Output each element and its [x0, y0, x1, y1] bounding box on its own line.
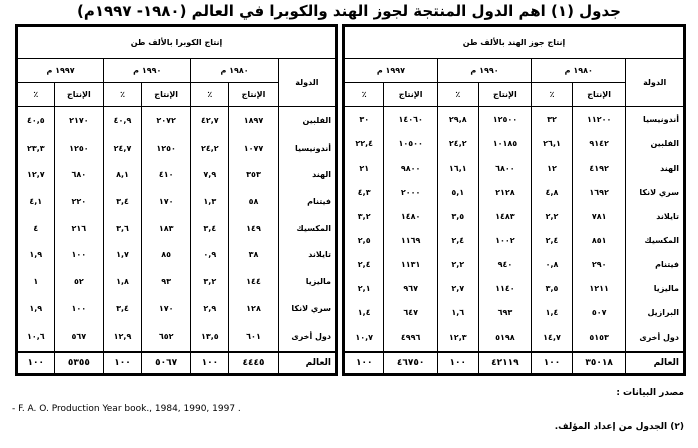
percent-value: ٢١	[345, 156, 384, 180]
percent-value: ٢٢,٤	[345, 132, 384, 156]
percent-header: ٪	[104, 83, 142, 107]
percent-value: ١٢,٣	[437, 325, 478, 352]
production-value: ١٠٠	[54, 295, 104, 322]
total-row	[18, 352, 336, 374]
table-row	[345, 204, 684, 228]
percent-value: ٤,١	[18, 188, 55, 215]
percent-value: ١,٨	[104, 268, 142, 295]
total-production: ٥٣٥٥	[54, 352, 104, 374]
table-row	[18, 188, 336, 215]
production-value: ١٤٨٣	[478, 204, 531, 228]
production-value: ١٠٥٠٠	[384, 132, 437, 156]
production-value: ٦٩٣	[478, 301, 531, 325]
table-row	[18, 161, 336, 188]
production-value: ١٤٤	[229, 268, 279, 295]
production-value: ١٢٥٠	[54, 135, 104, 162]
production-value: ٢١٢٨	[478, 180, 531, 204]
percent-value: ٢,٥	[345, 228, 384, 252]
total-percent: ١٠٠	[191, 352, 229, 374]
production-value: ١٢٥٠	[141, 135, 191, 162]
country-name: الهند	[278, 161, 335, 188]
percent-value: ١,٦	[437, 301, 478, 325]
percent-value: ٢,٢	[532, 204, 573, 228]
production-value: ١٢٨	[229, 295, 279, 322]
table-row	[18, 242, 336, 269]
percent-value: ١٣,٥	[191, 322, 229, 352]
table-row	[18, 135, 336, 162]
production-value: ٥١٥٣	[572, 325, 625, 352]
percent-value: ٢٤,٧	[104, 135, 142, 162]
percent-value: ٣,٤	[191, 215, 229, 242]
country-name: الفلبين	[626, 132, 684, 156]
year-header-1: ١٩٩٠ م	[437, 59, 531, 83]
production-value: ٥١٩٨	[478, 325, 531, 352]
percent-value: ٢,٤	[437, 228, 478, 252]
percent-value: ١٢,٧	[18, 161, 55, 188]
year-header-2: ١٩٩٧ م	[18, 59, 104, 83]
percent-value: ٣,٤	[104, 295, 142, 322]
country-name: دول أخرى	[626, 325, 684, 352]
table-caption: إنتاج جوز الهند بالألف طن	[345, 27, 684, 59]
table-row	[345, 107, 684, 132]
production-value: ١١٤٠	[478, 276, 531, 300]
production-header: الإنتاج	[54, 83, 104, 107]
total-percent: ١٠٠	[345, 352, 384, 374]
percent-value: ٢٩,٨	[437, 107, 478, 132]
production-value: ١٤٨٠	[384, 204, 437, 228]
percent-value: ٢,٤	[532, 228, 573, 252]
year-header-0: ١٩٨٠ م	[191, 59, 278, 83]
total-label: العالم	[278, 352, 335, 374]
footnote: (٢) الجدول من إعداد المؤلف.	[554, 422, 684, 432]
percent-value: ٣,٦	[104, 215, 142, 242]
percent-value: ٢,١	[345, 276, 384, 300]
year-header-2: ١٩٩٧ م	[345, 59, 438, 83]
country-name: تايلاند	[278, 242, 335, 269]
production-value: ٧٨١	[572, 204, 625, 228]
coconut-table	[342, 24, 686, 376]
percent-value: ٢,٤	[345, 252, 384, 276]
production-value: ١٨٣	[141, 215, 191, 242]
country-name: أندونيسيا	[278, 135, 335, 162]
production-value: ٨٥١	[572, 228, 625, 252]
production-header: الإنتاج	[572, 83, 625, 107]
percent-value: ٤	[18, 215, 55, 242]
production-header: الإنتاج	[229, 83, 279, 107]
country-name: تايلاند	[626, 204, 684, 228]
page-title: جدول (١) اهم الدول المنتجة لجوز الهند والكوبرا في العالم (١٩٨٠- ١٩٩٧م)	[77, 2, 621, 20]
table-row	[345, 301, 684, 325]
production-value: ٦٥٢	[141, 322, 191, 352]
source-label: مصدر البيانات :	[616, 388, 684, 398]
production-value: ٤١٩٢	[572, 156, 625, 180]
production-header: الإنتاج	[384, 83, 437, 107]
year-header-1: ١٩٩٠ م	[104, 59, 191, 83]
percent-value: ١,٩	[18, 242, 55, 269]
percent-value: ١٢,٩	[104, 322, 142, 352]
production-value: ٤٩٩٦	[384, 325, 437, 352]
production-value: ٥٢	[54, 268, 104, 295]
production-value: ١١٢٠٠	[572, 107, 625, 132]
country-name: أندونيسيا	[626, 107, 684, 132]
percent-value: ٧,٩	[191, 161, 229, 188]
percent-value: ٠,٩	[191, 242, 229, 269]
country-name: ماليزيا	[626, 276, 684, 300]
production-value: ١٧٠	[141, 295, 191, 322]
table-row	[18, 215, 336, 242]
table-row	[18, 322, 336, 352]
production-value: ١١٣١	[384, 252, 437, 276]
production-value: ٩٤٠	[478, 252, 531, 276]
production-value: ٩٨٠٠	[384, 156, 437, 180]
production-value: ١٠٧٧	[229, 135, 279, 162]
production-value: ١٦٩٢	[572, 180, 625, 204]
table-row	[345, 228, 684, 252]
percent-value: ٣,٥	[532, 276, 573, 300]
production-value: ٩٦٧	[384, 276, 437, 300]
country-name: المكسيك	[278, 215, 335, 242]
production-value: ١٠٠	[54, 242, 104, 269]
percent-value: ٤,٨	[532, 180, 573, 204]
production-value: ٣٥٣	[229, 161, 279, 188]
country-name: الفلبين	[278, 107, 335, 135]
percent-value: ١٠,٧	[345, 325, 384, 352]
production-header: الإنتاج	[141, 83, 191, 107]
production-header: الإنتاج	[478, 83, 531, 107]
production-value: ٦٨٠٠	[478, 156, 531, 180]
total-production: ٤٢١١٩	[478, 352, 531, 374]
percent-value: ٤٢,٧	[191, 107, 229, 135]
percent-value: ٢,٧	[437, 276, 478, 300]
copra-table	[15, 24, 338, 376]
production-value: ١٤٠٦٠	[384, 107, 437, 132]
percent-value: ٢,٢	[437, 252, 478, 276]
production-value: ٢٩٠	[572, 252, 625, 276]
total-percent: ١٠٠	[18, 352, 55, 374]
production-value: ١٧٠	[141, 188, 191, 215]
production-value: ١٠١٨٥	[478, 132, 531, 156]
copra-grid	[17, 26, 336, 374]
table-row	[345, 252, 684, 276]
total-percent: ١٠٠	[437, 352, 478, 374]
percent-value: ٣,٢	[345, 204, 384, 228]
country-header: الدولة	[626, 59, 684, 107]
percent-value: ١,٧	[104, 242, 142, 269]
percent-header: ٪	[532, 83, 573, 107]
percent-value: ٤,٣	[345, 180, 384, 204]
country-name: سري لانكا	[626, 180, 684, 204]
coconut-grid	[344, 26, 684, 374]
country-name: البرازيل	[626, 301, 684, 325]
percent-value: ٤٠,٥	[18, 107, 55, 135]
production-value: ٢١٦	[54, 215, 104, 242]
percent-value: ١	[18, 268, 55, 295]
table-row	[18, 295, 336, 322]
total-percent: ١٠٠	[532, 352, 573, 374]
percent-value: ٥,١	[437, 180, 478, 204]
table-row	[18, 268, 336, 295]
total-production: ٥٠٦٧	[141, 352, 191, 374]
production-value: ٢٠٧٢	[141, 107, 191, 135]
percent-value: ٢٤,٢	[437, 132, 478, 156]
percent-value: ٢,٩	[191, 295, 229, 322]
percent-value: ٣,٤	[104, 188, 142, 215]
total-production: ٤٦٧٥٠	[384, 352, 437, 374]
percent-value: ١٦,١	[437, 156, 478, 180]
percent-value: ٢٦,١	[532, 132, 573, 156]
table-row	[18, 107, 336, 135]
table-row	[345, 156, 684, 180]
percent-value: ١,٣	[191, 188, 229, 215]
production-value: ٢١٧٠	[54, 107, 104, 135]
year-header-0: ١٩٨٠ م	[532, 59, 626, 83]
total-production: ٣٥٠١٨	[572, 352, 625, 374]
table-row	[345, 180, 684, 204]
country-name: الهند	[626, 156, 684, 180]
production-value: ٨٥	[141, 242, 191, 269]
percent-value: ١٤,٧	[532, 325, 573, 352]
production-value: ٥٠٧	[572, 301, 625, 325]
country-name: دول أخرى	[278, 322, 335, 352]
total-label: العالم	[626, 352, 684, 374]
production-value: ٢٠٠٠	[384, 180, 437, 204]
total-percent: ١٠٠	[104, 352, 142, 374]
production-value: ٣٨	[229, 242, 279, 269]
table-caption: إنتاج الكوبرا بالألف طن	[18, 27, 336, 59]
production-value: ٥٨	[229, 188, 279, 215]
production-value: ١٨٩٧	[229, 107, 279, 135]
production-value: ٦٤٧	[384, 301, 437, 325]
production-value: ١٠٠٢	[478, 228, 531, 252]
percent-value: ٣٠	[345, 107, 384, 132]
production-value: ١١٦٩	[384, 228, 437, 252]
percent-value: ١٠,٦	[18, 322, 55, 352]
country-name: فيتنام	[626, 252, 684, 276]
country-name: المكسيك	[626, 228, 684, 252]
percent-header: ٪	[437, 83, 478, 107]
table-row	[345, 325, 684, 352]
percent-value: ١٢	[532, 156, 573, 180]
percent-value: ٣,٥	[437, 204, 478, 228]
production-value: ٦٠١	[229, 322, 279, 352]
country-name: فيتنام	[278, 188, 335, 215]
production-value: ٤١٠	[141, 161, 191, 188]
percent-header: ٪	[345, 83, 384, 107]
percent-value: ١,٤	[532, 301, 573, 325]
production-value: ٩١٤٢	[572, 132, 625, 156]
source-text: - F. A. O. Production Year book., 1984, 1990, 1997 .	[12, 404, 241, 414]
production-value: ١٢١١	[572, 276, 625, 300]
country-name: سري لانكا	[278, 295, 335, 322]
production-value: ١٤٩	[229, 215, 279, 242]
table-row	[345, 276, 684, 300]
percent-value: ٣,٢	[191, 268, 229, 295]
percent-value: ١,٤	[345, 301, 384, 325]
percent-header: ٪	[191, 83, 229, 107]
percent-value: ٢٣,٣	[18, 135, 55, 162]
percent-value: ٣٢	[532, 107, 573, 132]
total-row	[345, 352, 684, 374]
percent-value: ٤٠,٩	[104, 107, 142, 135]
table-row	[345, 132, 684, 156]
percent-value: ٨,١	[104, 161, 142, 188]
percent-header: ٪	[18, 83, 55, 107]
production-value: ٥٦٧	[54, 322, 104, 352]
total-production: ٤٤٤٥	[229, 352, 279, 374]
production-value: ٦٨٠	[54, 161, 104, 188]
percent-value: ٠,٨	[532, 252, 573, 276]
production-value: ٩٣	[141, 268, 191, 295]
country-header: الدولة	[278, 59, 335, 107]
production-value: ٢٢٠	[54, 188, 104, 215]
percent-value: ٢٤,٢	[191, 135, 229, 162]
country-name: ماليزيا	[278, 268, 335, 295]
percent-value: ١,٩	[18, 295, 55, 322]
production-value: ١٢٥٠٠	[478, 107, 531, 132]
